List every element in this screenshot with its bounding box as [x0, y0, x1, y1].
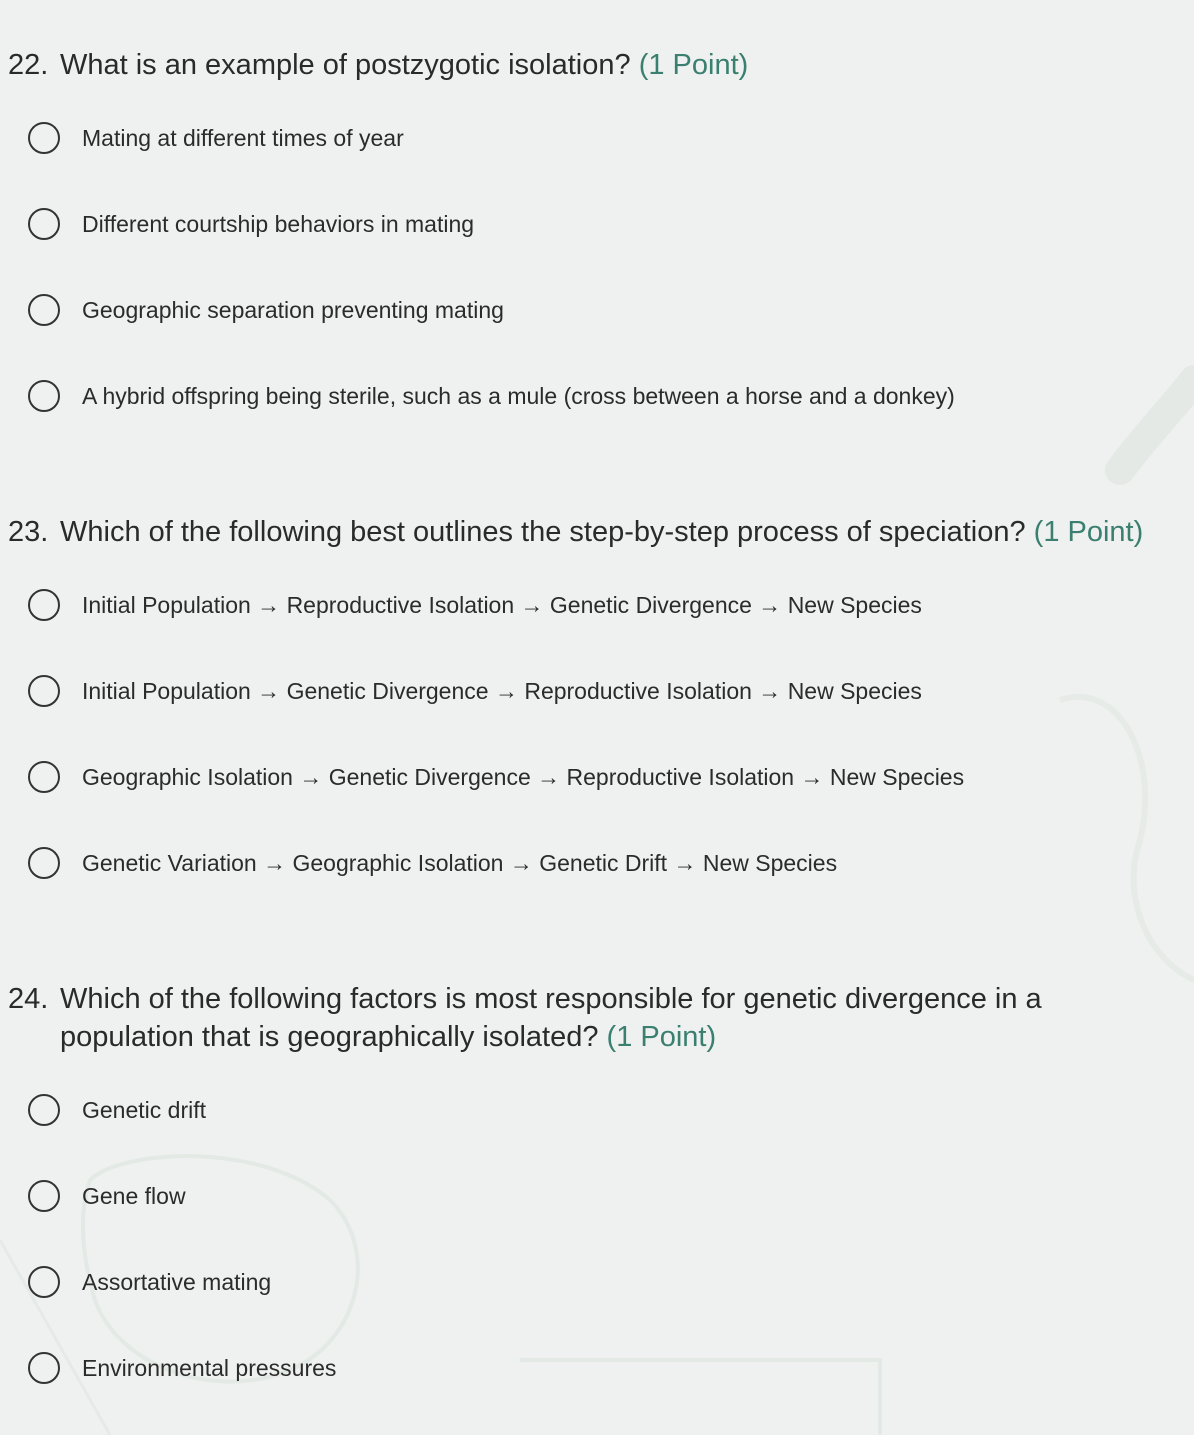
question-prompt: Which of the following factors is most responsible for genetic divergence in a population that is geographically isolated? [60, 983, 1042, 1053]
option-label: Geographic separation preventing mating [82, 296, 504, 323]
option-label: Gene flow [82, 1182, 186, 1209]
option-label: Assortative mating [82, 1268, 272, 1295]
option-label: Different courtship behaviors in mating [82, 210, 475, 237]
radio-button[interactable] [28, 1180, 60, 1212]
option-23-a[interactable] [28, 585, 922, 625]
option-label: Genetic Variation → Geographic Isolation → Genetic Drift → New Species [82, 849, 838, 876]
option-label: Genetic drift [82, 1096, 206, 1123]
option-label: Environmental pressures [82, 1354, 337, 1381]
radio-button[interactable] [28, 675, 60, 707]
question-number: 23. [8, 516, 49, 548]
radio-button[interactable] [28, 1094, 60, 1126]
question-number: 24. [8, 983, 49, 1015]
option-24-a[interactable] [28, 1090, 206, 1130]
option-24-b[interactable] [28, 1176, 186, 1216]
option-22-d[interactable] [28, 376, 955, 416]
option-24-d[interactable] [28, 1348, 336, 1388]
option-label: Initial Population → Genetic Divergence → Reproductive Isolation → New Species [82, 677, 922, 704]
radio-button[interactable] [28, 380, 60, 412]
option-23-b[interactable] [28, 671, 922, 711]
radio-button[interactable] [28, 1266, 60, 1298]
question-23 [0, 513, 1194, 551]
question-points: (1 Point) [1033, 516, 1144, 548]
question-header [0, 980, 1194, 1056]
option-24-c[interactable] [28, 1262, 271, 1302]
question-header [0, 513, 1194, 551]
question-text [60, 513, 1170, 551]
question-points: (1 Point) [606, 1021, 717, 1053]
question-text [60, 980, 1080, 1056]
option-23-d[interactable] [28, 843, 837, 883]
question-prompt: What is an example of postzygotic isolation? [60, 49, 631, 81]
option-label: Geographic Isolation → Genetic Divergence → Reproductive Isolation → New Species [82, 763, 965, 790]
option-22-b[interactable] [28, 204, 474, 244]
question-24 [0, 980, 1194, 1056]
radio-button[interactable] [28, 208, 60, 240]
radio-button[interactable] [28, 589, 60, 621]
radio-button[interactable] [28, 1352, 60, 1384]
radio-button[interactable] [28, 122, 60, 154]
radio-button[interactable] [28, 761, 60, 793]
question-number: 22. [8, 49, 49, 81]
option-23-c[interactable] [28, 757, 964, 797]
option-22-c[interactable] [28, 290, 504, 330]
option-label: A hybrid offspring being sterile, such as a mule (cross between a horse and a donkey) [82, 382, 955, 409]
radio-button[interactable] [28, 294, 60, 326]
option-22-a[interactable] [28, 118, 404, 158]
option-label: Initial Population → Reproductive Isolation → Genetic Divergence → New Species [82, 591, 922, 618]
question-22 [0, 46, 1194, 84]
question-points: (1 Point) [638, 49, 749, 81]
question-header [0, 46, 1194, 84]
question-text [60, 46, 1170, 84]
option-label: Mating at different times of year [82, 124, 404, 151]
radio-button[interactable] [28, 847, 60, 879]
question-prompt: Which of the following best outlines the step-by-step process of speciation? [60, 516, 1026, 548]
